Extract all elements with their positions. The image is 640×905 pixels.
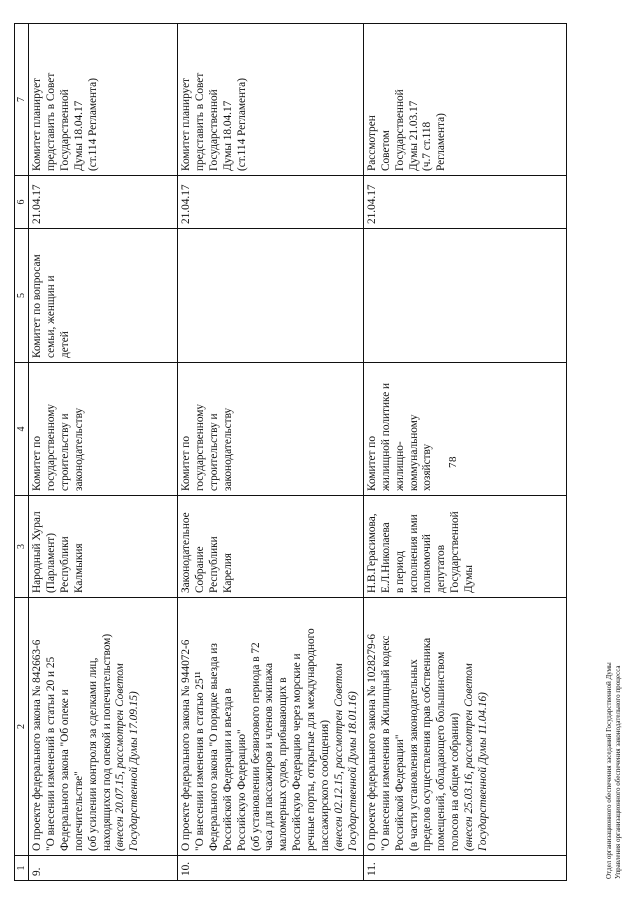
initiator-line: (Парламент) [44,533,57,593]
status-note-line: (ч.7 ст.118 [421,121,434,171]
bill-description [178,598,364,856]
footer-line: Управления организационного обеспечения законодательного процесса [614,665,622,879]
bill-submission-note: Государственной Думы 11.04.16) [477,692,490,851]
bill-submission-note: (внесен 20.07.15, рассмотрен Советом [114,663,127,851]
responsible-committee-line: жилищной политике и [379,382,392,491]
status-note-line: Рассмотрен [365,115,378,171]
deadline-date: 21.04.17 [29,176,178,229]
responsible-committee-line: законодательству [72,407,85,491]
status-note-line: Государственной [393,89,406,171]
initiator-line: Республики Карелия [207,536,234,593]
col-header-3: 3 [15,496,29,598]
row-number: 10. [178,856,364,881]
initiator-line: полномочий [421,534,434,593]
col-header-6: 6 [15,176,29,229]
bill-description-line: Российской Федерации" [393,734,406,851]
responsible-committee-line: строительству и [207,413,220,491]
initiator-line: Государственной [449,511,462,593]
initiator [29,496,178,598]
bill-description-line: О проекте федерального закона № 944072-6 [180,639,192,851]
status-note-line: Комитет планирует [31,77,43,171]
column-number-header [15,24,29,881]
status-note-line: Советом [379,130,392,171]
bill-description-line: О проекте федерального закона № 842663-6 [31,639,43,851]
status-note-line: (ст.114 Регламента) [86,78,99,171]
responsible-committee [363,363,566,496]
bill-description-line: пассажирского сообщения) [319,720,332,851]
bill-submission-note: (внесен 02.12.15, рассмотрен Советом [332,663,345,851]
page-number: 78 [447,456,459,468]
bill-description-line: часа для пассажиров и членов экипажа [263,663,276,851]
bill-description-line: речные порты, открытые для международного [305,628,318,851]
bill-description-line: (об установлении безвизового периода в 72 [249,642,262,851]
bill-description-line: пределов осуществления прав собственника [421,637,434,851]
status-note-line: Думы 18.04.17 [221,100,234,171]
responsible-committee-line: жилищно- [393,441,406,491]
bill-description-line: Российскую Федерацию через морские и [291,653,304,851]
bill-description-line: (в части установления законодательных [407,659,420,851]
bill-submission-note: Государственной Думы 17.09.15) [128,691,141,851]
bill-description-line: помещений, обладающего большинством [435,651,448,851]
status-note-line: Государственной [207,89,220,171]
deadline-date: 21.04.17 [178,176,364,229]
col-header-2: 2 [15,598,29,856]
initiator-line: Калмыкия [72,543,85,593]
bill-description [29,598,178,856]
responsible-committee-line: государственному [44,403,57,491]
table-row [29,24,178,881]
co-executor-committee-line: семьи, женщин и [44,275,57,358]
initiator-line: Республики [58,536,71,593]
status-note [29,24,178,176]
table-row [363,24,566,881]
initiator-line: Собрание [193,546,206,593]
initiator-line: депутатов [435,544,448,593]
bills-table [14,23,567,881]
initiator-line: исполнения ими [407,514,420,593]
col-header-4: 4 [15,363,29,496]
footer-note [605,662,623,879]
co-executor-committee-line: Комитет по вопросам [31,254,43,358]
col-header-1: 1 [15,856,29,881]
bill-description-line: находящихся под опекой и попечительством) [100,633,113,851]
responsible-committee-line: законодательству [221,407,234,491]
bill-description-line: Федерального закона "О порядке выезда из [207,643,220,851]
bill-description-line: попечительстве" [72,771,85,851]
bill-description-line: Федерального закона "Об опеке и [58,689,71,851]
responsible-committee-line: строительству и [58,413,71,491]
bill-description [363,598,566,856]
responsible-committee-line: Комитет по [180,435,192,491]
bill-description-line: Российскую Федерацию" [235,729,248,851]
bill-description-line: О проекте федерального закона № 1028279-6 [365,633,378,851]
col-header-5: 5 [15,229,29,363]
row-number: 9. [29,856,178,881]
responsible-committee-line: Комитет по [31,435,43,491]
responsible-committee-line: хозяйству [421,443,434,491]
table-row [178,24,364,881]
status-note-line: Государственной [58,89,71,171]
bill-description-line: маломерных судов, прибывающих в [277,677,290,851]
status-note-line: Думы 18.04.17 [72,100,85,171]
responsible-committee-line: коммунальному [407,414,420,491]
status-note [363,24,566,176]
responsible-committee [178,363,364,496]
bill-submission-note: Государственной Думы 18.01.16) [346,691,359,851]
status-note-line: представить в Совет [193,72,206,171]
bill-description-line: "О внесении изменений в статьи 20 и 25 [44,656,57,851]
initiator-line: Н.В.Герасимова, [365,513,378,593]
bill-description-line: "О внесении изменения в Жилищный кодекс [379,635,392,851]
initiator [178,496,364,598]
responsible-committee-line: Комитет по [365,435,378,491]
responsible-committee-line: государственному [193,403,206,491]
responsible-committee [29,363,178,496]
status-note-line: (ст.114 Регламента) [235,78,248,171]
bill-description-line: голосов на общем собрании) [449,712,462,851]
co-executor-committee-line: детей [58,331,71,358]
initiator-line: Народный Хурал [31,511,43,593]
co-executor-committee [29,229,178,363]
bill-description-line: Российской Федерации и въезда в [221,688,234,851]
footer-line: Отдел организационного обеспечения заседаний Государственной Думы [605,662,613,879]
bill-submission-note: (внесен 25.03.16, рассмотрен Советом [463,663,476,851]
status-note-line: представить в Совет [44,72,57,171]
status-note [178,24,364,176]
co-executor-committee [363,229,566,363]
status-note-line: Думы 21.03.17 [407,100,420,171]
row-number: 11. [363,856,566,881]
initiator-line: Думы [463,565,476,593]
co-executor-committee [178,229,364,363]
status-note-line: Регламента) [435,113,448,171]
table-body [29,24,567,881]
bill-description-line: "О внесении изменения в статью 25¹¹ [193,671,206,851]
initiator-line: Законодательное [180,512,192,593]
col-header-7: 7 [15,24,29,176]
deadline-date: 21.04.17 [363,176,566,229]
bill-description-line: (об усилении контроля за сделками лиц, [86,657,99,851]
initiator-line: Е.Л.Николаева [379,522,392,593]
initiator-line: в период [393,551,406,593]
initiator [363,496,566,598]
status-note-line: Комитет планирует [180,77,192,171]
